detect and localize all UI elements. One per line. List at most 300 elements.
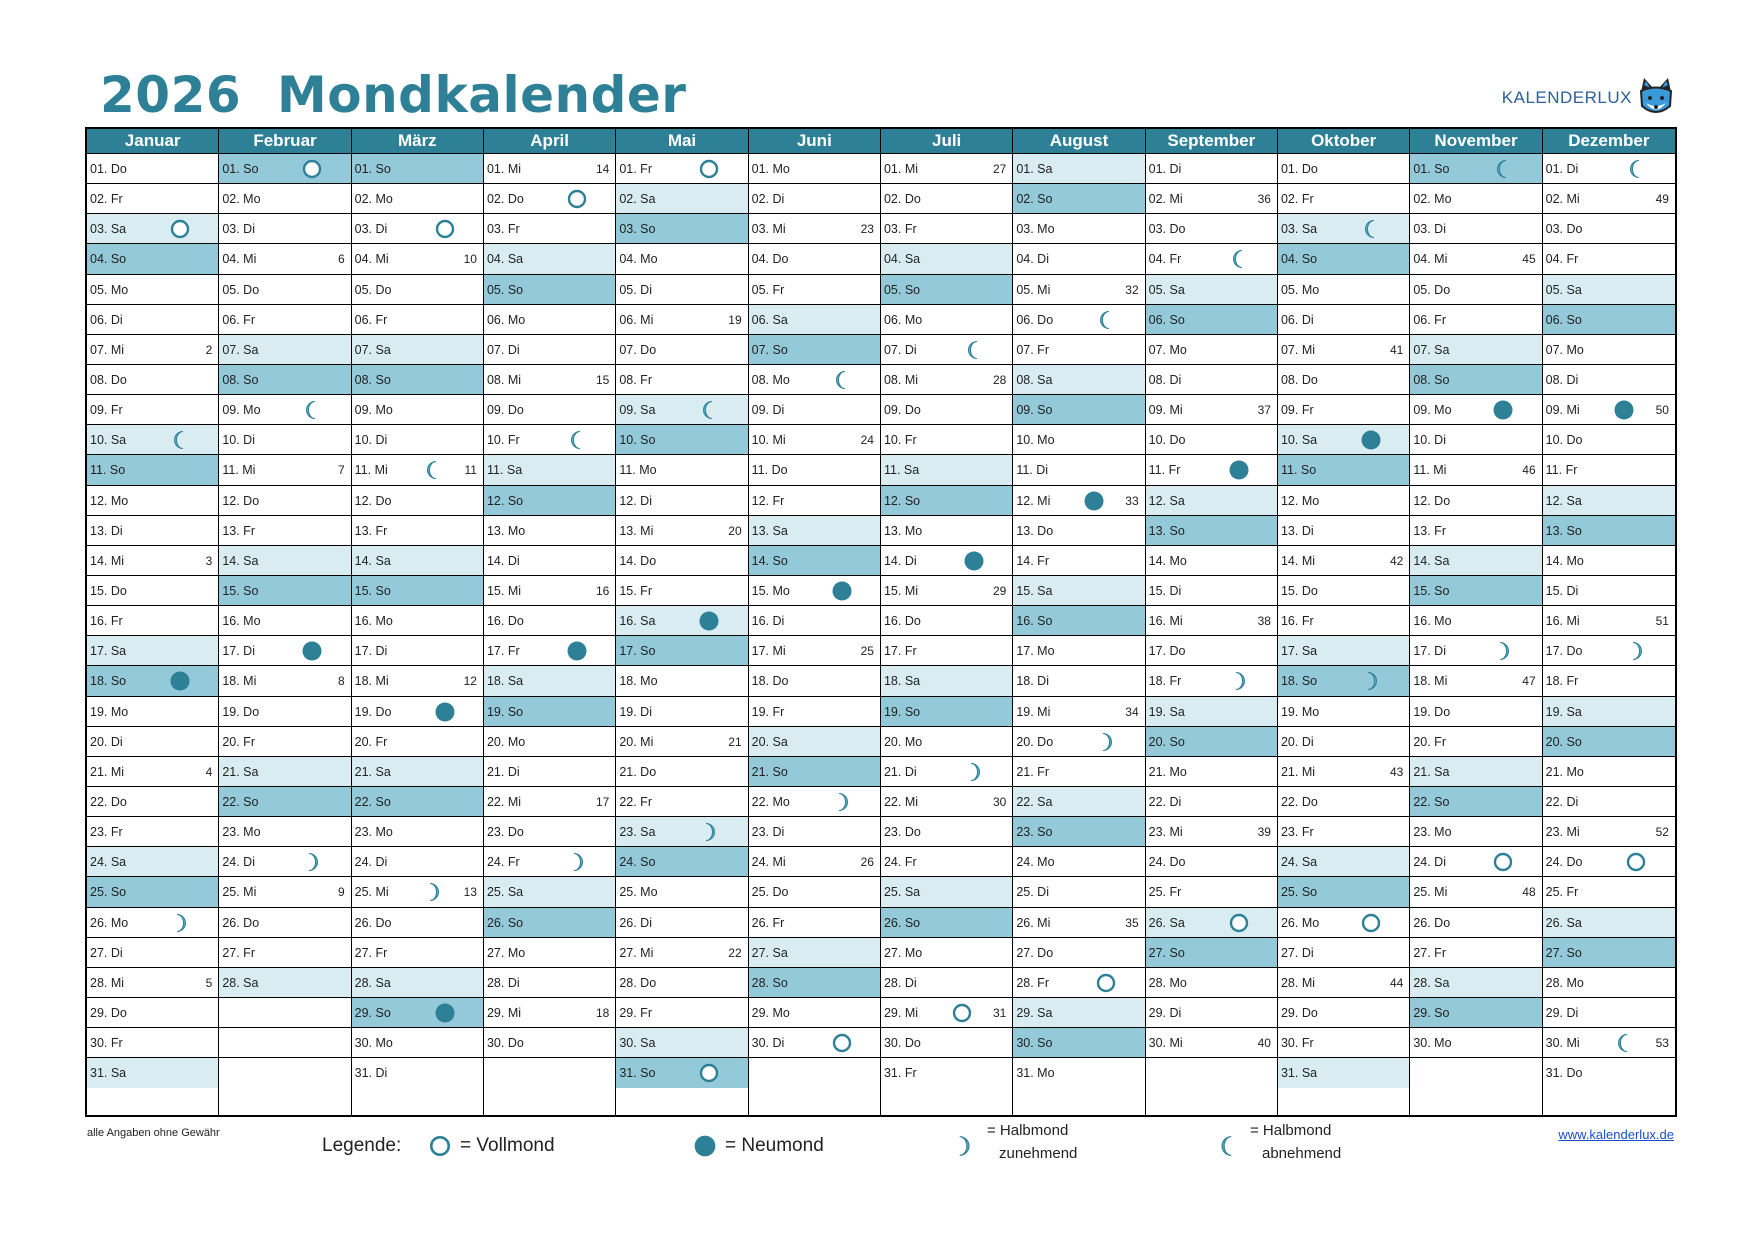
day-cell xyxy=(219,395,350,425)
day-cell xyxy=(881,1028,1012,1058)
full-moon-icon xyxy=(951,1002,973,1024)
day-cell xyxy=(1278,757,1409,787)
week-number: 22 xyxy=(728,945,742,960)
day-cell xyxy=(219,154,350,184)
day-label: 27. Fr xyxy=(222,945,255,960)
day-cell xyxy=(1278,1058,1409,1088)
day-cell xyxy=(484,998,615,1028)
day-label: 21. Mi xyxy=(90,764,125,779)
day-cell xyxy=(1410,877,1541,907)
day-label: 09. Mi xyxy=(1148,403,1183,418)
day-cell xyxy=(87,727,218,757)
waning-half-moon-icon xyxy=(301,399,323,421)
week-number: 7 xyxy=(337,463,345,478)
day-label: 17. Di xyxy=(1413,644,1446,659)
day-cell xyxy=(616,546,747,576)
day-cell xyxy=(1278,817,1409,847)
day-cell xyxy=(1146,154,1277,184)
day-label: 29. Di xyxy=(1148,1005,1182,1020)
week-number: 13 xyxy=(463,885,477,900)
day-label: 13. Do xyxy=(1016,523,1054,538)
website-link[interactable]: www.kalenderlux.de xyxy=(1558,1127,1674,1142)
day-cell xyxy=(352,1058,483,1088)
day-label: 11. So xyxy=(90,463,126,478)
week-number: 45 xyxy=(1522,252,1536,267)
new-moon-icon xyxy=(434,701,456,723)
day-cell xyxy=(1013,908,1144,938)
day-cell xyxy=(219,365,350,395)
day-label: 20. Mo xyxy=(883,734,923,749)
day-cell xyxy=(1146,666,1277,696)
week-number: 14 xyxy=(595,162,610,176)
month-header: September xyxy=(1146,129,1277,154)
day-cell xyxy=(1543,244,1675,274)
day-cell xyxy=(1013,757,1144,787)
day-label: 25. Sa xyxy=(486,885,524,900)
day-cell xyxy=(352,938,483,968)
day-cell xyxy=(616,1058,747,1088)
day-label: 04. Do xyxy=(751,252,789,267)
day-label: 13. Mo xyxy=(883,523,923,538)
week-number: 53 xyxy=(1655,1036,1669,1051)
day-cell xyxy=(1013,727,1144,757)
legend-waning-label: = Halbmond abnehmend xyxy=(1250,1122,1342,1162)
day-label: 29. Do xyxy=(90,1005,127,1020)
day-label: 05. Do xyxy=(222,282,260,297)
waxing-half-moon-icon xyxy=(1492,640,1514,662)
day-label: 22. So xyxy=(222,794,259,809)
week-number: 28 xyxy=(992,372,1007,387)
day-cell xyxy=(1410,1028,1541,1058)
day-label: 01. Do xyxy=(1280,162,1318,176)
day-label: 02. Mo xyxy=(1413,192,1452,207)
day-label: 13. Fr xyxy=(222,523,255,538)
day-label: 24. Fr xyxy=(486,855,520,870)
day-label: 10. Sa xyxy=(90,433,127,448)
full-moon-icon xyxy=(169,218,191,240)
day-cell xyxy=(87,395,218,425)
day-label: 23. Sa xyxy=(619,825,656,840)
day-cell xyxy=(881,877,1012,907)
waning-half-moon-icon xyxy=(1360,218,1382,240)
day-cell xyxy=(881,455,1012,485)
day-cell xyxy=(1278,365,1409,395)
week-number: 35 xyxy=(1125,915,1139,930)
day-label: 30. Fr xyxy=(90,1036,123,1051)
day-label: 13. Mi xyxy=(619,523,654,538)
full-moon-icon xyxy=(1360,912,1382,934)
month-header: Juli xyxy=(881,129,1012,154)
day-cell xyxy=(1543,1028,1675,1058)
month-column xyxy=(352,129,484,1115)
day-cell xyxy=(1278,305,1409,335)
day-label: 18. Mi xyxy=(222,674,257,689)
day-cell xyxy=(1410,968,1541,998)
day-label: 11. Mi xyxy=(1413,463,1447,478)
day-label: 30. Do xyxy=(883,1036,921,1051)
day-label: 15. Mi xyxy=(486,583,522,598)
new-moon-icon xyxy=(1613,399,1635,421)
day-cell xyxy=(87,425,218,455)
day-label: 30. Fr xyxy=(1280,1036,1314,1051)
day-label: 25. Mi xyxy=(1413,885,1448,900)
day-label: 25. Do xyxy=(751,885,789,900)
waning-half-moon-icon xyxy=(963,339,985,361)
day-cell xyxy=(881,727,1012,757)
day-label: 18. Fr xyxy=(1148,674,1182,689)
day-cell xyxy=(87,938,218,968)
month-header: Mai xyxy=(616,129,747,154)
day-cell xyxy=(87,606,218,636)
new-moon-icon xyxy=(1228,459,1250,481)
day-label: 25. Mi xyxy=(222,885,257,900)
day-label: 28. Sa xyxy=(354,975,391,990)
day-label: 28. Sa xyxy=(1413,975,1450,990)
day-cell xyxy=(1146,184,1277,214)
day-label: 08. Mi xyxy=(486,372,522,387)
day-cell xyxy=(1013,275,1144,305)
day-label: 18. Mi xyxy=(1413,674,1448,689)
day-label: 02. Di xyxy=(751,192,785,207)
day-label: 21. Di xyxy=(883,764,917,779)
month-header: Januar xyxy=(87,129,218,154)
day-label: 08. So xyxy=(222,372,259,387)
day-label: 17. Fr xyxy=(486,644,520,659)
day-label: 03. Do xyxy=(1148,222,1186,237)
day-label: 06. Di xyxy=(90,312,123,327)
day-label: 22. Do xyxy=(1280,794,1318,809)
day-label: 19. So xyxy=(486,704,524,719)
day-label: 16. Mo xyxy=(222,614,261,629)
day-label: 22. Mi xyxy=(883,794,919,809)
day-cell xyxy=(1543,727,1675,757)
day-cell xyxy=(881,606,1012,636)
day-cell xyxy=(1013,154,1144,184)
day-label: 03. Fr xyxy=(486,222,520,237)
full-moon-icon xyxy=(1492,851,1514,873)
day-label: 19. Di xyxy=(619,704,652,719)
day-label: 12. So xyxy=(486,493,524,508)
day-label: 31. So xyxy=(619,1066,656,1081)
day-cell xyxy=(1410,666,1541,696)
day-cell xyxy=(87,335,218,365)
waning-half-moon-icon xyxy=(831,369,853,391)
month-column xyxy=(1278,129,1410,1115)
day-label: 05. Mo xyxy=(90,282,129,297)
day-label: 09. Fr xyxy=(90,403,123,418)
day-label: 26. Mi xyxy=(1016,915,1051,930)
day-label: 07. So xyxy=(751,342,788,357)
day-cell xyxy=(1543,697,1675,727)
day-cell xyxy=(1013,425,1144,455)
week-number: 47 xyxy=(1522,674,1536,689)
day-cell xyxy=(1146,455,1277,485)
day-label: 07. Mo xyxy=(1148,342,1187,357)
day-label: 31. Do xyxy=(1545,1066,1583,1081)
day-cell xyxy=(1278,968,1409,998)
day-cell xyxy=(87,998,218,1028)
week-number: 33 xyxy=(1125,493,1139,508)
day-cell xyxy=(219,275,350,305)
day-label: 04. Mi xyxy=(354,252,389,267)
day-cell xyxy=(749,425,880,455)
day-label: 16. Do xyxy=(486,614,524,629)
day-cell xyxy=(87,305,218,335)
day-cell xyxy=(219,636,350,666)
day-cell xyxy=(219,425,350,455)
day-label: 25. Mo xyxy=(619,885,658,900)
day-label: 16. Fr xyxy=(90,614,123,629)
day-cell xyxy=(749,546,880,576)
week-number: 10 xyxy=(463,252,477,267)
day-label: 23. Mo xyxy=(222,825,261,840)
day-cell xyxy=(749,516,880,546)
day-cell xyxy=(881,908,1012,938)
day-cell xyxy=(1278,787,1409,817)
legend-full-label: = Vollmond xyxy=(460,1135,555,1156)
day-label: 09. Do xyxy=(486,403,524,418)
day-cell xyxy=(1146,395,1277,425)
day-label: 22. So xyxy=(354,794,391,809)
day-cell xyxy=(881,516,1012,546)
day-cell xyxy=(1146,275,1277,305)
day-cell xyxy=(352,908,483,938)
day-cell xyxy=(484,395,615,425)
day-cell xyxy=(1410,727,1541,757)
day-cell xyxy=(87,787,218,817)
day-label: 19. Sa xyxy=(1148,704,1185,719)
day-cell xyxy=(1543,365,1675,395)
day-label: 10. Fr xyxy=(883,433,917,448)
day-label: 28. Mo xyxy=(1148,975,1187,990)
day-cell xyxy=(881,787,1012,817)
day-cell xyxy=(1543,757,1675,787)
day-cell xyxy=(1146,817,1277,847)
day-cell xyxy=(1410,214,1541,244)
day-cell xyxy=(749,395,880,425)
day-label: 07. Mo xyxy=(1545,342,1584,357)
day-label: 05. Di xyxy=(619,282,652,297)
day-cell xyxy=(749,998,880,1028)
week-number: 44 xyxy=(1389,975,1404,990)
day-cell xyxy=(1146,214,1277,244)
waning-half-moon-icon xyxy=(1228,248,1250,270)
day-cell xyxy=(219,998,350,1028)
day-label: 06. Sa xyxy=(751,312,788,327)
day-cell xyxy=(749,908,880,938)
new-moon-icon xyxy=(1083,490,1105,512)
week-number: 51 xyxy=(1655,614,1669,629)
day-label: 09. Mo xyxy=(1413,403,1452,418)
day-label: 13. Di xyxy=(1280,523,1314,538)
new-moon-icon xyxy=(301,640,323,662)
day-cell xyxy=(1410,847,1541,877)
waxing-half-moon-icon xyxy=(301,851,323,873)
day-cell xyxy=(749,455,880,485)
week-number: 26 xyxy=(860,855,874,870)
day-cell xyxy=(484,697,615,727)
day-label: 06. Mo xyxy=(486,312,526,327)
full-moon-icon xyxy=(434,218,456,240)
day-cell xyxy=(352,305,483,335)
day-cell xyxy=(219,335,350,365)
calendar-grid xyxy=(85,127,1677,1117)
day-label: 19. Fr xyxy=(751,704,785,719)
day-label: 11. Di xyxy=(1016,463,1049,478)
day-cell xyxy=(352,847,483,877)
day-label: 08. Di xyxy=(1148,372,1182,387)
day-cell xyxy=(1410,275,1541,305)
day-cell xyxy=(881,817,1012,847)
day-cell xyxy=(1013,244,1144,274)
day-cell xyxy=(1543,847,1675,877)
day-cell xyxy=(1013,847,1144,877)
full-moon-icon xyxy=(428,1134,452,1158)
day-label: 16. So xyxy=(1016,614,1053,629)
day-cell xyxy=(484,244,615,274)
week-number: 2 xyxy=(205,342,213,357)
month-column xyxy=(87,129,219,1115)
week-number: 48 xyxy=(1522,885,1536,900)
day-cell xyxy=(1410,244,1541,274)
day-label: 28. Sa xyxy=(222,975,259,990)
day-cell xyxy=(881,697,1012,727)
day-cell xyxy=(1013,365,1144,395)
day-label: 10. Mi xyxy=(751,433,786,448)
day-label: 21. Sa xyxy=(222,764,259,779)
waning-half-moon-icon xyxy=(1625,158,1647,180)
full-moon-icon xyxy=(698,158,720,180)
day-cell xyxy=(219,877,350,907)
day-label: 04. Sa xyxy=(883,252,921,267)
day-label: 26. So xyxy=(883,915,921,930)
day-cell xyxy=(1278,154,1409,184)
day-cell xyxy=(1410,817,1541,847)
day-cell xyxy=(1146,516,1277,546)
week-number: 18 xyxy=(595,1005,610,1020)
day-cell xyxy=(881,154,1012,184)
week-number: 31 xyxy=(992,1005,1007,1020)
day-label: 04. Fr xyxy=(1545,252,1579,267)
day-cell xyxy=(616,275,747,305)
day-label: 21. Sa xyxy=(354,764,391,779)
day-cell xyxy=(87,516,218,546)
day-cell xyxy=(616,666,747,696)
day-label: 01. Mo xyxy=(751,162,790,176)
week-number: 25 xyxy=(860,644,874,659)
day-label: 28. Fr xyxy=(1016,975,1049,990)
day-cell xyxy=(1013,395,1144,425)
week-number: 27 xyxy=(992,162,1007,176)
day-cell xyxy=(1278,516,1409,546)
day-cell xyxy=(352,666,483,696)
day-cell xyxy=(749,606,880,636)
day-label: 28. Di xyxy=(883,975,917,990)
week-number: 30 xyxy=(992,794,1007,809)
day-label: 27. Fr xyxy=(354,945,388,960)
day-cell xyxy=(749,636,880,666)
day-label: 02. So xyxy=(1016,192,1053,207)
day-label: 17. Sa xyxy=(1280,644,1318,659)
week-number: 41 xyxy=(1389,342,1404,357)
day-label: 26. So xyxy=(486,915,524,930)
day-label: 01. Mi xyxy=(883,162,919,176)
day-cell xyxy=(1543,546,1675,576)
day-label: 25. Fr xyxy=(1545,885,1579,900)
day-cell xyxy=(881,335,1012,365)
day-cell xyxy=(1543,817,1675,847)
waxing-half-moon-icon xyxy=(169,912,191,934)
day-cell xyxy=(352,516,483,546)
day-cell xyxy=(484,546,615,576)
day-label: 27. Di xyxy=(90,945,123,960)
day-cell xyxy=(1410,998,1541,1028)
day-cell xyxy=(881,275,1012,305)
week-number: 42 xyxy=(1389,553,1404,568)
day-label: 23. Fr xyxy=(90,825,123,840)
waning-half-moon-icon xyxy=(1216,1134,1240,1158)
day-cell xyxy=(352,154,483,184)
day-cell xyxy=(1278,425,1409,455)
day-label: 11. Sa xyxy=(883,463,920,478)
day-cell xyxy=(1013,486,1144,516)
day-cell xyxy=(1013,1058,1144,1088)
day-cell xyxy=(1013,968,1144,998)
day-label: 10. Sa xyxy=(1280,433,1318,448)
day-cell xyxy=(1278,1028,1409,1058)
new-moon-icon xyxy=(693,1134,717,1158)
day-cell xyxy=(219,908,350,938)
day-label: 26. Do xyxy=(222,915,260,930)
day-label: 17. Sa xyxy=(90,644,127,659)
day-label: 23. Do xyxy=(883,825,921,840)
day-cell xyxy=(1543,455,1675,485)
day-cell xyxy=(749,877,880,907)
day-label: 24. Di xyxy=(354,855,388,870)
day-cell xyxy=(1146,938,1277,968)
day-label: 03. Sa xyxy=(90,222,127,237)
week-number: 29 xyxy=(992,583,1007,598)
day-label: 23. Di xyxy=(751,825,785,840)
day-cell xyxy=(484,727,615,757)
week-number: 12 xyxy=(463,674,477,689)
day-label: 18. Mo xyxy=(619,674,658,689)
day-label: 29. Mo xyxy=(751,1005,790,1020)
day-label: 19. Do xyxy=(1413,704,1451,719)
day-cell xyxy=(1013,516,1144,546)
day-label: 14. Do xyxy=(619,553,657,568)
day-cell xyxy=(1146,787,1277,817)
day-label: 16. Mi xyxy=(1148,614,1183,629)
week-number: 32 xyxy=(1125,282,1139,297)
day-cell xyxy=(881,847,1012,877)
day-cell xyxy=(616,727,747,757)
day-cell xyxy=(881,486,1012,516)
day-label: 01. Fr xyxy=(619,162,652,176)
day-cell xyxy=(1146,877,1277,907)
day-cell xyxy=(484,486,615,516)
week-number: 15 xyxy=(595,372,610,387)
day-label: 09. Di xyxy=(751,403,785,418)
day-cell xyxy=(616,486,747,516)
day-cell xyxy=(1146,244,1277,274)
day-cell xyxy=(616,576,747,606)
day-cell xyxy=(1410,636,1541,666)
day-label: 05. Sa xyxy=(1148,282,1185,297)
day-cell xyxy=(616,847,747,877)
day-cell xyxy=(87,636,218,666)
day-cell xyxy=(1543,154,1675,184)
